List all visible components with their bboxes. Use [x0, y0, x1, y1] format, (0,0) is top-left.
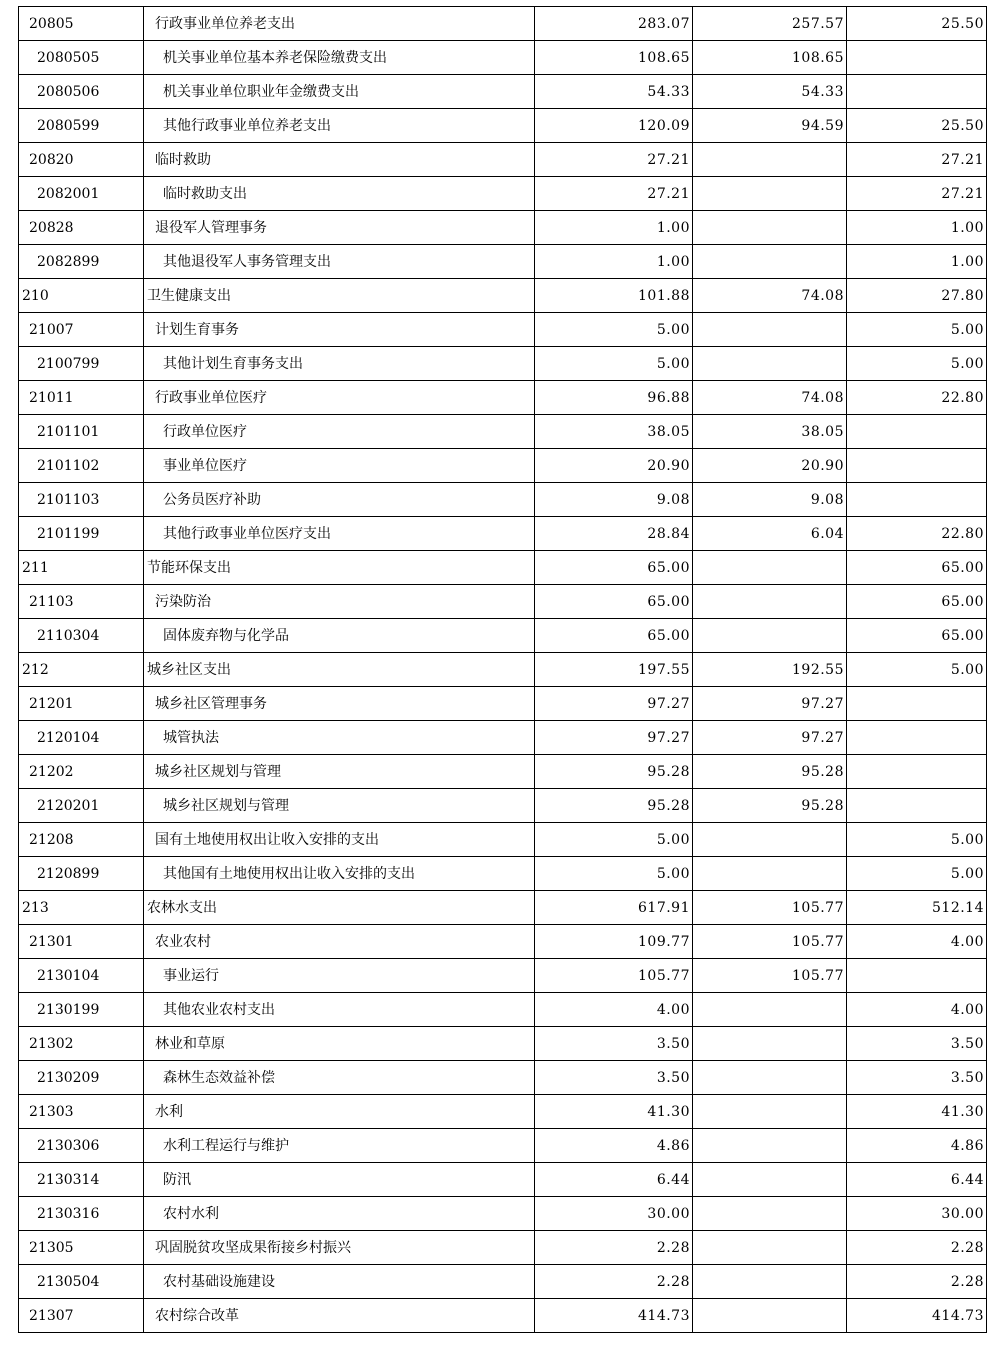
project-expenditure-cell: 65.00 [847, 619, 987, 653]
project-expenditure-cell: 6.44 [847, 1163, 987, 1197]
account-name-cell: 森林生态效益补偿 [144, 1061, 535, 1095]
account-name-cell: 污染防治 [144, 585, 535, 619]
project-expenditure-cell: 5.00 [847, 347, 987, 381]
project-expenditure-cell: 1.00 [847, 211, 987, 245]
project-expenditure-cell: 25.50 [847, 109, 987, 143]
basic-expenditure-cell [693, 1027, 847, 1061]
account-code-cell: 20828 [19, 211, 144, 245]
basic-expenditure-cell [693, 177, 847, 211]
table-row [19, 517, 987, 551]
total-amount-cell: 1.00 [535, 211, 693, 245]
total-amount-cell: 5.00 [535, 857, 693, 891]
account-name-cell: 节能环保支出 [144, 551, 535, 585]
table-row [19, 1197, 987, 1231]
table-body [19, 7, 987, 1333]
basic-expenditure-cell: 192.55 [693, 653, 847, 687]
basic-expenditure-cell: 74.08 [693, 279, 847, 313]
basic-expenditure-cell [693, 1299, 847, 1333]
project-expenditure-cell: 22.80 [847, 381, 987, 415]
account-name-cell: 机关事业单位基本养老保险缴费支出 [144, 41, 535, 75]
account-name-cell: 城乡社区支出 [144, 653, 535, 687]
total-amount-cell: 414.73 [535, 1299, 693, 1333]
total-amount-cell: 120.09 [535, 109, 693, 143]
table-row [19, 415, 987, 449]
total-amount-cell: 109.77 [535, 925, 693, 959]
account-code-cell: 21303 [19, 1095, 144, 1129]
table-row [19, 789, 987, 823]
table-row [19, 1095, 987, 1129]
basic-expenditure-cell: 97.27 [693, 721, 847, 755]
table-row [19, 177, 987, 211]
account-code-cell: 2101199 [19, 517, 144, 551]
account-name-cell: 农村综合改革 [144, 1299, 535, 1333]
table-row [19, 1299, 987, 1333]
account-code-cell: 21007 [19, 313, 144, 347]
account-name-cell: 城管执法 [144, 721, 535, 755]
account-code-cell: 2130104 [19, 959, 144, 993]
account-name-cell: 其他计划生育事务支出 [144, 347, 535, 381]
account-code-cell: 21302 [19, 1027, 144, 1061]
table-row [19, 551, 987, 585]
account-name-cell: 固体废弃物与化学品 [144, 619, 535, 653]
project-expenditure-cell: 22.80 [847, 517, 987, 551]
table-row [19, 1265, 987, 1299]
table-row [19, 211, 987, 245]
total-amount-cell: 41.30 [535, 1095, 693, 1129]
total-amount-cell: 105.77 [535, 959, 693, 993]
basic-expenditure-cell [693, 347, 847, 381]
basic-expenditure-cell [693, 1129, 847, 1163]
table-row [19, 1129, 987, 1163]
basic-expenditure-cell: 257.57 [693, 7, 847, 41]
account-code-cell: 210 [19, 279, 144, 313]
project-expenditure-cell: 5.00 [847, 823, 987, 857]
total-amount-cell: 283.07 [535, 7, 693, 41]
table-row [19, 1163, 987, 1197]
table-row [19, 347, 987, 381]
basic-expenditure-cell [693, 823, 847, 857]
table-row [19, 959, 987, 993]
basic-expenditure-cell [693, 619, 847, 653]
table-row [19, 653, 987, 687]
project-expenditure-cell: 65.00 [847, 551, 987, 585]
total-amount-cell: 3.50 [535, 1027, 693, 1061]
total-amount-cell: 5.00 [535, 347, 693, 381]
account-code-cell: 21301 [19, 925, 144, 959]
account-code-cell: 21305 [19, 1231, 144, 1265]
table-row [19, 993, 987, 1027]
table-row [19, 755, 987, 789]
total-amount-cell: 2.28 [535, 1231, 693, 1265]
account-code-cell: 2130209 [19, 1061, 144, 1095]
account-code-cell: 2120899 [19, 857, 144, 891]
account-code-cell: 2100799 [19, 347, 144, 381]
basic-expenditure-cell [693, 993, 847, 1027]
table-row [19, 41, 987, 75]
basic-expenditure-cell [693, 1095, 847, 1129]
total-amount-cell: 54.33 [535, 75, 693, 109]
project-expenditure-cell: 3.50 [847, 1027, 987, 1061]
account-code-cell: 2101103 [19, 483, 144, 517]
project-expenditure-cell [847, 415, 987, 449]
account-code-cell: 212 [19, 653, 144, 687]
account-name-cell: 其他国有土地使用权出让收入安排的支出 [144, 857, 535, 891]
basic-expenditure-cell: 108.65 [693, 41, 847, 75]
project-expenditure-cell: 27.21 [847, 177, 987, 211]
table-row [19, 483, 987, 517]
table-row [19, 721, 987, 755]
project-expenditure-cell: 5.00 [847, 653, 987, 687]
project-expenditure-cell [847, 449, 987, 483]
account-code-cell: 21208 [19, 823, 144, 857]
account-name-cell: 国有土地使用权出让收入安排的支出 [144, 823, 535, 857]
basic-expenditure-cell: 105.77 [693, 891, 847, 925]
table-row [19, 109, 987, 143]
total-amount-cell: 38.05 [535, 415, 693, 449]
table-row [19, 857, 987, 891]
basic-expenditure-cell [693, 1231, 847, 1265]
total-amount-cell: 9.08 [535, 483, 693, 517]
table-row [19, 585, 987, 619]
table-row [19, 75, 987, 109]
account-code-cell: 2082001 [19, 177, 144, 211]
total-amount-cell: 27.21 [535, 143, 693, 177]
project-expenditure-cell: 512.14 [847, 891, 987, 925]
basic-expenditure-cell [693, 857, 847, 891]
basic-expenditure-cell: 38.05 [693, 415, 847, 449]
project-expenditure-cell [847, 41, 987, 75]
project-expenditure-cell: 65.00 [847, 585, 987, 619]
account-name-cell: 其他行政事业单位医疗支出 [144, 517, 535, 551]
project-expenditure-cell: 1.00 [847, 245, 987, 279]
table-row [19, 279, 987, 313]
project-expenditure-cell: 5.00 [847, 313, 987, 347]
account-name-cell: 农林水支出 [144, 891, 535, 925]
table-row [19, 619, 987, 653]
project-expenditure-cell: 2.28 [847, 1265, 987, 1299]
project-expenditure-cell: 41.30 [847, 1095, 987, 1129]
project-expenditure-cell: 414.73 [847, 1299, 987, 1333]
project-expenditure-cell [847, 75, 987, 109]
total-amount-cell: 30.00 [535, 1197, 693, 1231]
basic-expenditure-cell [693, 313, 847, 347]
table-row [19, 313, 987, 347]
account-code-cell: 21307 [19, 1299, 144, 1333]
account-code-cell: 2130314 [19, 1163, 144, 1197]
account-code-cell: 20820 [19, 143, 144, 177]
basic-expenditure-cell [693, 211, 847, 245]
account-name-cell: 城乡社区管理事务 [144, 687, 535, 721]
total-amount-cell: 5.00 [535, 823, 693, 857]
project-expenditure-cell [847, 755, 987, 789]
basic-expenditure-cell: 94.59 [693, 109, 847, 143]
account-code-cell: 21011 [19, 381, 144, 415]
total-amount-cell: 65.00 [535, 619, 693, 653]
table-row [19, 891, 987, 925]
project-expenditure-cell: 5.00 [847, 857, 987, 891]
account-name-cell: 其他农业农村支出 [144, 993, 535, 1027]
table-row [19, 925, 987, 959]
project-expenditure-cell [847, 687, 987, 721]
total-amount-cell: 27.21 [535, 177, 693, 211]
project-expenditure-cell: 4.00 [847, 993, 987, 1027]
basic-expenditure-cell: 6.04 [693, 517, 847, 551]
table-row [19, 245, 987, 279]
table-row [19, 7, 987, 41]
account-code-cell: 2080599 [19, 109, 144, 143]
basic-expenditure-cell [693, 1265, 847, 1299]
account-name-cell: 计划生育事务 [144, 313, 535, 347]
basic-expenditure-cell [693, 1197, 847, 1231]
table-row [19, 823, 987, 857]
account-code-cell: 211 [19, 551, 144, 585]
project-expenditure-cell: 27.80 [847, 279, 987, 313]
total-amount-cell: 1.00 [535, 245, 693, 279]
account-code-cell: 21103 [19, 585, 144, 619]
account-name-cell: 农村基础设施建设 [144, 1265, 535, 1299]
project-expenditure-cell [847, 789, 987, 823]
account-code-cell: 21202 [19, 755, 144, 789]
total-amount-cell: 2.28 [535, 1265, 693, 1299]
total-amount-cell: 6.44 [535, 1163, 693, 1197]
project-expenditure-cell [847, 959, 987, 993]
total-amount-cell: 3.50 [535, 1061, 693, 1095]
project-expenditure-cell [847, 483, 987, 517]
account-name-cell: 临时救助支出 [144, 177, 535, 211]
project-expenditure-cell: 4.00 [847, 925, 987, 959]
total-amount-cell: 617.91 [535, 891, 693, 925]
account-name-cell: 公务员医疗补助 [144, 483, 535, 517]
account-name-cell: 机关事业单位职业年金缴费支出 [144, 75, 535, 109]
account-code-cell: 2130316 [19, 1197, 144, 1231]
project-expenditure-cell [847, 721, 987, 755]
account-name-cell: 事业运行 [144, 959, 535, 993]
account-code-cell: 2101102 [19, 449, 144, 483]
account-code-cell: 2080505 [19, 41, 144, 75]
account-name-cell: 城乡社区规划与管理 [144, 789, 535, 823]
account-code-cell: 2130199 [19, 993, 144, 1027]
basic-expenditure-cell [693, 143, 847, 177]
total-amount-cell: 20.90 [535, 449, 693, 483]
account-code-cell: 2120104 [19, 721, 144, 755]
basic-expenditure-cell: 9.08 [693, 483, 847, 517]
account-name-cell: 林业和草原 [144, 1027, 535, 1061]
account-code-cell: 2101101 [19, 415, 144, 449]
project-expenditure-cell: 4.86 [847, 1129, 987, 1163]
basic-expenditure-cell [693, 1061, 847, 1095]
account-name-cell: 卫生健康支出 [144, 279, 535, 313]
total-amount-cell: 5.00 [535, 313, 693, 347]
total-amount-cell: 95.28 [535, 789, 693, 823]
total-amount-cell: 4.86 [535, 1129, 693, 1163]
account-name-cell: 其他退役军人事务管理支出 [144, 245, 535, 279]
budget-expenditure-table [18, 6, 987, 1333]
basic-expenditure-cell: 95.28 [693, 755, 847, 789]
basic-expenditure-cell [693, 1163, 847, 1197]
basic-expenditure-cell [693, 245, 847, 279]
total-amount-cell: 101.88 [535, 279, 693, 313]
basic-expenditure-cell: 105.77 [693, 925, 847, 959]
account-name-cell: 其他行政事业单位养老支出 [144, 109, 535, 143]
basic-expenditure-cell: 105.77 [693, 959, 847, 993]
account-name-cell: 农村水利 [144, 1197, 535, 1231]
project-expenditure-cell: 30.00 [847, 1197, 987, 1231]
table-row [19, 687, 987, 721]
account-name-cell: 农业农村 [144, 925, 535, 959]
account-name-cell: 行政事业单位养老支出 [144, 7, 535, 41]
account-name-cell: 临时救助 [144, 143, 535, 177]
total-amount-cell: 65.00 [535, 585, 693, 619]
account-code-cell: 2080506 [19, 75, 144, 109]
table-row [19, 143, 987, 177]
account-name-cell: 巩固脱贫攻坚成果衔接乡村振兴 [144, 1231, 535, 1265]
total-amount-cell: 95.28 [535, 755, 693, 789]
total-amount-cell: 96.88 [535, 381, 693, 415]
basic-expenditure-cell: 74.08 [693, 381, 847, 415]
account-code-cell: 21201 [19, 687, 144, 721]
account-code-cell: 2110304 [19, 619, 144, 653]
account-code-cell: 20805 [19, 7, 144, 41]
project-expenditure-cell: 3.50 [847, 1061, 987, 1095]
account-name-cell: 事业单位医疗 [144, 449, 535, 483]
account-name-cell: 水利 [144, 1095, 535, 1129]
basic-expenditure-cell: 54.33 [693, 75, 847, 109]
total-amount-cell: 28.84 [535, 517, 693, 551]
basic-expenditure-cell [693, 551, 847, 585]
table-row [19, 1027, 987, 1061]
account-code-cell: 2130504 [19, 1265, 144, 1299]
account-name-cell: 水利工程运行与维护 [144, 1129, 535, 1163]
account-code-cell: 2130306 [19, 1129, 144, 1163]
total-amount-cell: 65.00 [535, 551, 693, 585]
table-row [19, 1061, 987, 1095]
account-code-cell: 2082899 [19, 245, 144, 279]
table-row [19, 1231, 987, 1265]
table-row [19, 381, 987, 415]
basic-expenditure-cell [693, 585, 847, 619]
total-amount-cell: 197.55 [535, 653, 693, 687]
account-code-cell: 213 [19, 891, 144, 925]
total-amount-cell: 97.27 [535, 721, 693, 755]
total-amount-cell: 108.65 [535, 41, 693, 75]
total-amount-cell: 4.00 [535, 993, 693, 1027]
account-name-cell: 城乡社区规划与管理 [144, 755, 535, 789]
account-name-cell: 行政单位医疗 [144, 415, 535, 449]
basic-expenditure-cell: 97.27 [693, 687, 847, 721]
account-name-cell: 行政事业单位医疗 [144, 381, 535, 415]
account-code-cell: 2120201 [19, 789, 144, 823]
account-name-cell: 防汛 [144, 1163, 535, 1197]
project-expenditure-cell: 27.21 [847, 143, 987, 177]
account-name-cell: 退役军人管理事务 [144, 211, 535, 245]
project-expenditure-cell: 2.28 [847, 1231, 987, 1265]
basic-expenditure-cell: 20.90 [693, 449, 847, 483]
total-amount-cell: 97.27 [535, 687, 693, 721]
project-expenditure-cell: 25.50 [847, 7, 987, 41]
table-row [19, 449, 987, 483]
basic-expenditure-cell: 95.28 [693, 789, 847, 823]
